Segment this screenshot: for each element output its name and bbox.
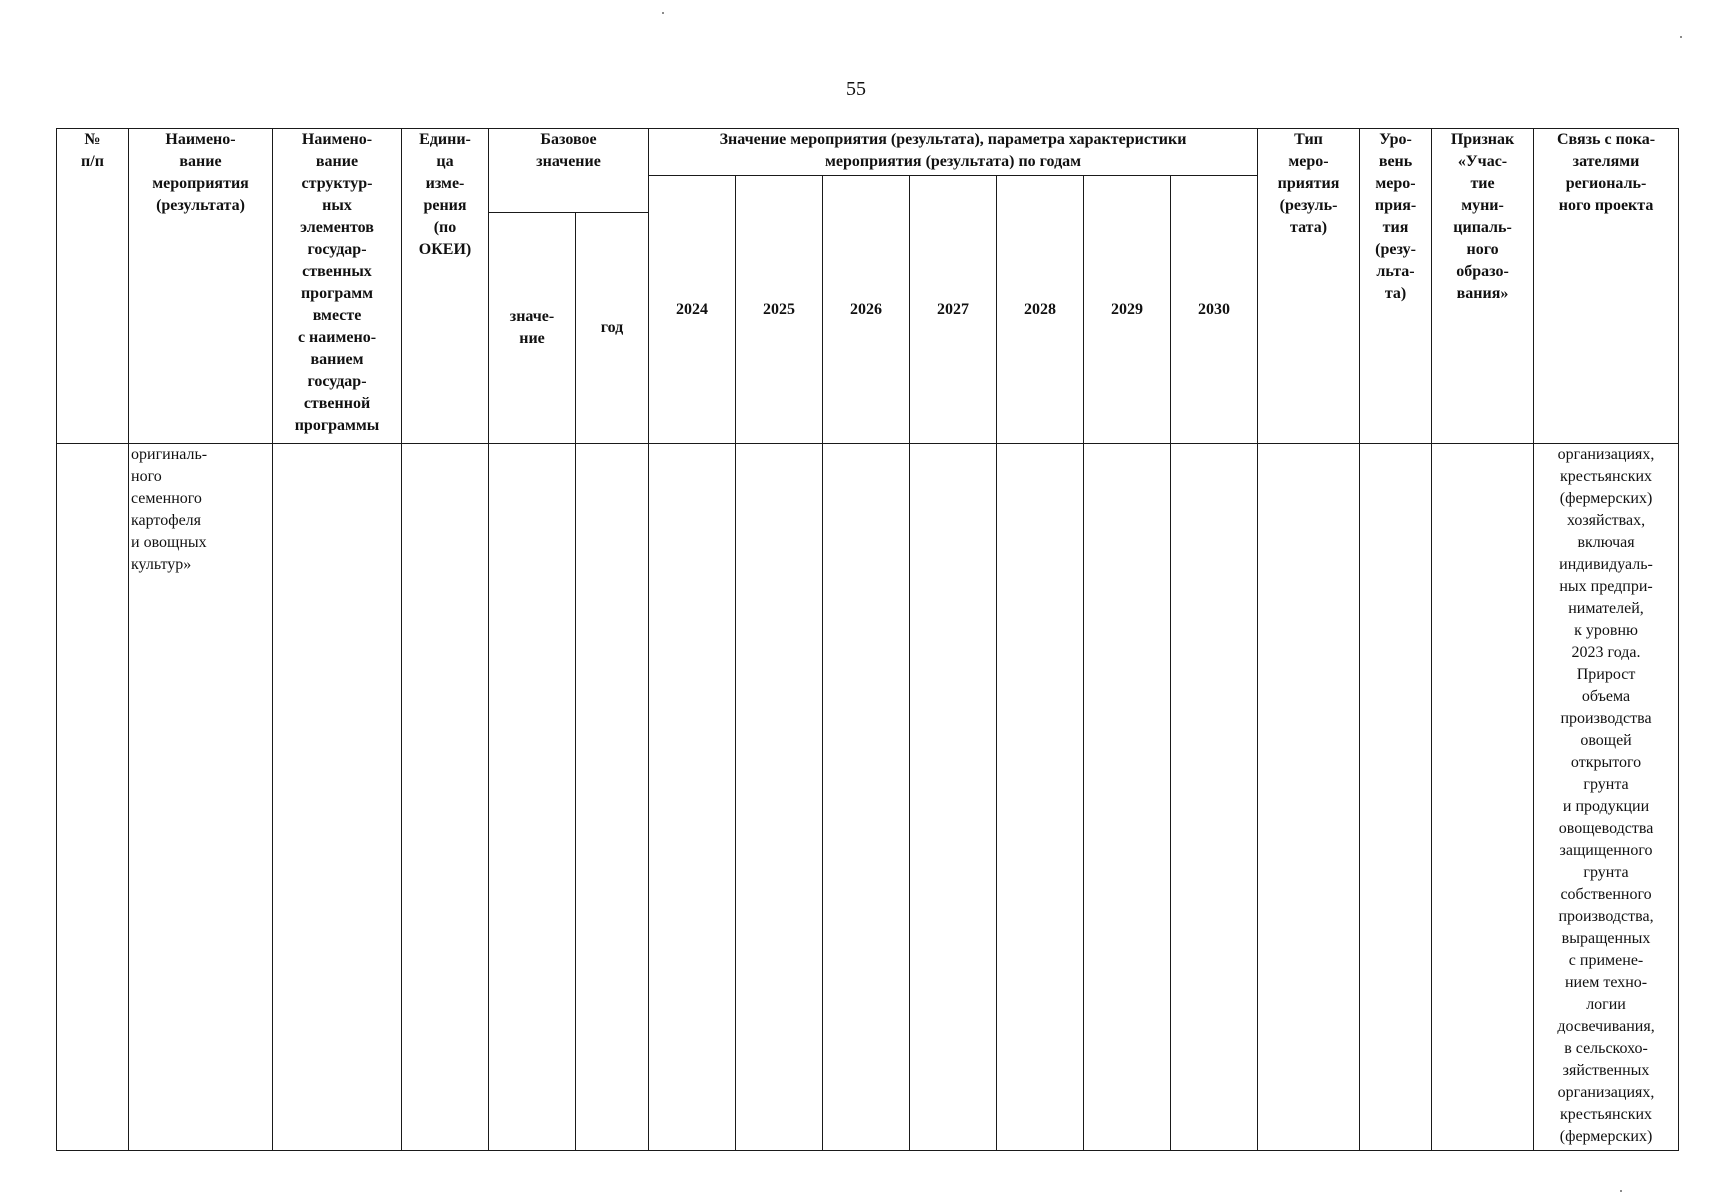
cell-base-year: [576, 444, 649, 1151]
cell-unit: [402, 444, 489, 1151]
header-number: № п/п: [57, 129, 129, 444]
cell-2028: [997, 444, 1084, 1151]
header-year-2025: 2025: [736, 176, 823, 444]
header-values-by-year: Значение мероприятия (результата), параметра характеристики мероприятия (результата) по годам: [649, 129, 1258, 176]
cell-municipal-sign: [1432, 444, 1534, 1151]
header-base-value-amount: значе- ние: [489, 213, 576, 444]
header-unit: Едини- ца изме- рения (по ОКЕИ): [402, 129, 489, 444]
header-year-2029: 2029: [1084, 176, 1171, 444]
header-base-value: Базовое значение: [489, 129, 649, 213]
cell-2024: [649, 444, 736, 1151]
header-base-value-year: год: [576, 213, 649, 444]
cell-2025: [736, 444, 823, 1151]
header-year-2024: 2024: [649, 176, 736, 444]
table-row: [57, 444, 1679, 1151]
header-measure-type: Тип меро- приятия (резуль- тата): [1258, 129, 1360, 444]
header-year-2027: 2027: [910, 176, 997, 444]
scan-speck: [1680, 36, 1682, 38]
header-municipal-sign: Признак «Учас- тие муни- ципаль- ного образо- вания»: [1432, 129, 1534, 444]
header-year-2028: 2028: [997, 176, 1084, 444]
cell-2026: [823, 444, 910, 1151]
cell-measure-type: [1258, 444, 1360, 1151]
header-regional-link: Связь с пока- зателями региональ- ного проекта: [1534, 129, 1679, 444]
cell-structural-elements: [273, 444, 402, 1151]
header-year-2030: 2030: [1171, 176, 1258, 444]
cell-base-value: [489, 444, 576, 1151]
header-measure-name: Наимено- вание мероприятия (результата): [129, 129, 273, 444]
cell-2030: [1171, 444, 1258, 1151]
scan-speck: [1620, 1190, 1622, 1192]
measures-table: [56, 128, 1679, 1151]
scan-speck: [662, 12, 664, 14]
page-number: 55: [846, 78, 866, 100]
cell-2027: [910, 444, 997, 1151]
cell-number: [57, 444, 129, 1151]
header-year-2026: 2026: [823, 176, 910, 444]
header-measure-level: Уро- вень меро- прия- тия (резу- льта- та): [1360, 129, 1432, 444]
header-structural-elements: Наимено- вание структур- ных элементов государ- ственных программ вместе с наимено- ванием государ- ственной программы: [273, 129, 402, 444]
cell-2029: [1084, 444, 1171, 1151]
cell-regional-link: организациях, крестьянских (фермерских) хозяйствах, включая индивидуаль- ных предпри- нимателей, к уровню 2023 года. Прирост объема производства овощей открытого грунта и продукции овощеводства защищенного грунта собственного производства, выращенных с примене- нием техно- логии досвечивания, в сельскохо- зяйственных организациях, крестьянских (фермерских): [1534, 444, 1679, 1151]
cell-measure-level: [1360, 444, 1432, 1151]
cell-measure-name: оригиналь- ного семенного картофеля и овощных культур»: [129, 444, 273, 1151]
